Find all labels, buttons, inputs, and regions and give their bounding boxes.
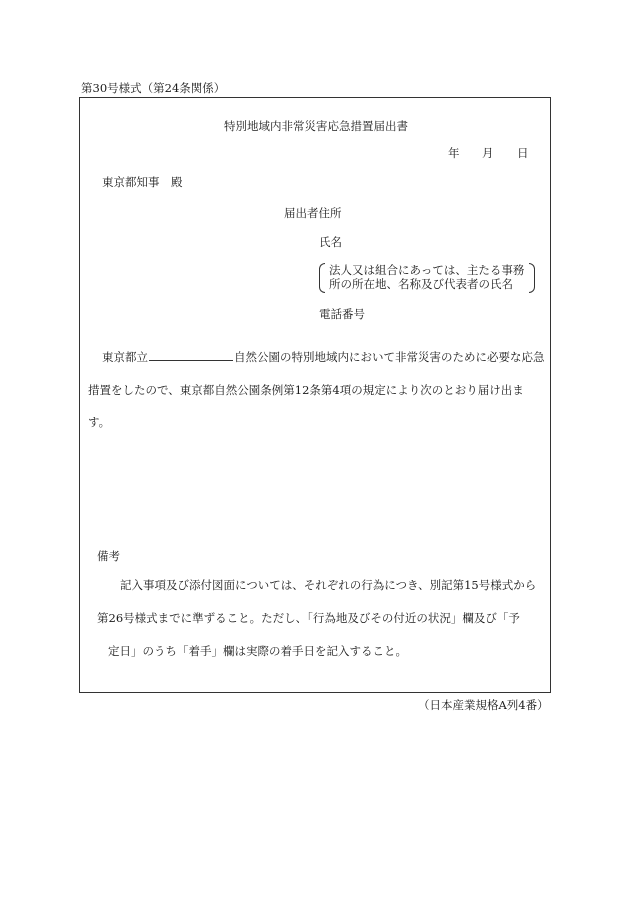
note-line-2: 所の所在地、名称及び代表者の氏名	[329, 277, 513, 291]
remarks-line-2: 第26号様式までに準ずること。ただし、「行為地及びその付近の状況」欄及び「予	[97, 611, 520, 625]
note-line-1: 法人又は組合にあっては、主たる事務	[329, 263, 525, 277]
remarks-heading: 備考	[97, 549, 120, 563]
date-day-label: 日	[517, 146, 529, 160]
remarks-line-3: 定日」のうち「着手」欄は実際の着手日を記入すること。	[108, 644, 407, 658]
body-prefix: 東京都立	[102, 350, 148, 364]
applicant-address-label: 届出者住所	[284, 206, 342, 220]
right-bracket	[529, 263, 535, 293]
date-month-label: 月	[482, 146, 494, 160]
applicant-name-label: 氏名	[319, 235, 342, 249]
form-frame	[79, 97, 551, 693]
form-number-label: 第30号様式（第24条関係）	[81, 81, 226, 95]
applicant-name-note	[319, 263, 535, 291]
remarks-line-1: 記入事項及び添付図面については、それぞれの行為につき、別記第15号様式から	[120, 578, 537, 592]
date-year-label: 年	[448, 146, 460, 160]
park-name-blank[interactable]	[149, 349, 233, 361]
addressee: 東京都知事 殿	[102, 175, 183, 189]
body-line-1	[102, 349, 545, 365]
left-bracket	[319, 263, 325, 293]
body-line-1-rest: 自然公園の特別地域内において非常災害のために必要な応急	[234, 350, 545, 364]
form-title: 特別地域内非常災害応急措置届出書	[224, 119, 408, 133]
body-line-3: す。	[88, 415, 111, 429]
applicant-phone-label: 電話番号	[319, 307, 365, 321]
body-line-2: 措置をしたので、東京都自然公園条例第12条第4項の規定により次のとおり届け出ま	[88, 383, 524, 397]
paper-size-note: （日本産業規格A列4番）	[418, 698, 549, 712]
